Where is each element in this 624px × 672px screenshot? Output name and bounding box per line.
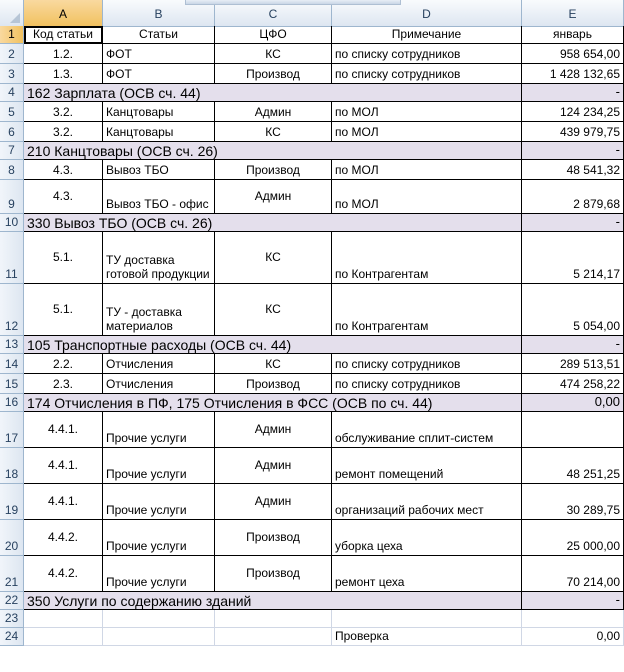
summary-note-cell[interactable] (332, 142, 522, 160)
table-row (0, 628, 624, 646)
table-row (0, 412, 624, 448)
item-cell[interactable]: ФОТ (103, 44, 215, 64)
row-header[interactable]: 13 (0, 336, 24, 354)
note-cell[interactable]: по списку сотрудников (332, 44, 522, 64)
january-value-cell[interactable]: 25 000,00 (522, 520, 624, 556)
note-cell[interactable]: по списку сотрудников (332, 64, 522, 84)
table-row (0, 160, 624, 180)
code-cell[interactable]: 4.3. (24, 180, 103, 214)
row-header[interactable]: 16 (0, 394, 24, 412)
empty-cell[interactable] (103, 610, 215, 628)
summary-row (0, 142, 624, 160)
item-cell[interactable]: Отчисления (103, 354, 215, 374)
item-cell[interactable]: Отчисления (103, 374, 215, 394)
january-value-cell[interactable]: 5 054,00 (522, 284, 624, 336)
january-value-cell[interactable]: 30 289,75 (522, 484, 624, 520)
row-header[interactable]: 11 (0, 232, 24, 284)
row-header[interactable]: 18 (0, 448, 24, 484)
header-cell-c[interactable]: ЦФО (215, 26, 332, 44)
item-cell[interactable]: Канцтовары (103, 122, 215, 142)
row-header[interactable]: 23 (0, 610, 24, 628)
summary-note-cell[interactable] (332, 592, 522, 610)
summary-label: 162 Зарплата (ОСВ сч. 44) (27, 85, 201, 101)
cfo-cell[interactable]: КС (215, 354, 332, 374)
note-cell[interactable]: по Контрагентам (332, 284, 522, 336)
table-row (0, 64, 624, 84)
cfo-cell[interactable]: КС (215, 284, 332, 336)
summary-label: 105 Транспортные расходы (ОСВ сч. 44) (27, 337, 292, 353)
cfo-cell[interactable]: Производ (215, 520, 332, 556)
table-row (0, 556, 624, 592)
code-cell[interactable]: 5.1. (24, 232, 103, 284)
summary-note-cell[interactable] (332, 336, 522, 354)
note-cell[interactable]: ремонт помещений (332, 448, 522, 484)
row-header[interactable]: 1 (0, 26, 24, 44)
empty-cell[interactable] (103, 628, 215, 646)
cfo-cell[interactable]: Админ (215, 484, 332, 520)
empty-cell[interactable] (215, 610, 332, 628)
code-cell[interactable]: 5.1. (24, 284, 103, 336)
summary-value-cell[interactable]: - (522, 214, 624, 232)
summary-value-cell[interactable]: - (522, 142, 624, 160)
january-value-cell[interactable]: 474 258,22 (522, 374, 624, 394)
row-header[interactable]: 22 (0, 592, 24, 610)
row-header[interactable]: 15 (0, 374, 24, 394)
code-cell[interactable]: 3.2. (24, 122, 103, 142)
table-row (0, 180, 624, 214)
cfo-cell[interactable]: Админ (215, 180, 332, 214)
summary-label: 330 Вывоз ТБО (ОСВ сч. 26) (27, 215, 213, 231)
item-cell[interactable]: ФОТ (103, 64, 215, 84)
summary-note-cell[interactable] (332, 214, 522, 232)
cfo-cell[interactable]: Производ (215, 556, 332, 592)
empty-cell[interactable] (332, 610, 522, 628)
code-cell[interactable]: 2.3. (24, 374, 103, 394)
header-cell-d[interactable]: Примечание (332, 26, 522, 44)
column-header-c[interactable]: C (215, 0, 332, 26)
row-header[interactable]: 3 (0, 64, 24, 84)
header-cell-a[interactable]: Код статьи (24, 26, 103, 44)
january-value-cell[interactable]: 1 428 132,65 (522, 64, 624, 84)
january-value-cell[interactable]: 70 214,00 (522, 556, 624, 592)
item-cell[interactable]: ТУ доставка готовой продукции (103, 232, 215, 284)
item-cell[interactable]: Вывоз ТБО (103, 160, 215, 180)
code-cell[interactable]: 1.2. (24, 44, 103, 64)
empty-cell[interactable] (24, 610, 103, 628)
row-header[interactable]: 4 (0, 84, 24, 102)
january-value-cell[interactable]: 439 979,75 (522, 122, 624, 142)
item-cell[interactable]: Прочие услуги (103, 484, 215, 520)
row-header[interactable]: 9 (0, 180, 24, 214)
check-label[interactable]: Проверка (332, 628, 522, 646)
note-cell[interactable]: организаций рабочих мест (332, 484, 522, 520)
cfo-cell[interactable]: КС (215, 44, 332, 64)
item-cell[interactable]: Канцтовары (103, 102, 215, 122)
summary-value-cell[interactable]: - (522, 592, 624, 610)
summary-note-cell[interactable] (332, 84, 522, 102)
january-value-cell[interactable]: 289 513,51 (522, 354, 624, 374)
summary-value-cell[interactable]: - (522, 336, 624, 354)
code-cell[interactable]: 3.2. (24, 102, 103, 122)
table-row (0, 484, 624, 520)
header-cell-e[interactable]: январь (522, 26, 624, 44)
row-header[interactable]: 7 (0, 142, 24, 160)
note-cell[interactable]: по МОЛ (332, 102, 522, 122)
item-cell[interactable]: Прочие услуги (103, 412, 215, 448)
summary-row (0, 214, 624, 232)
item-cell[interactable]: Прочие услуги (103, 556, 215, 592)
item-cell[interactable]: Вывоз ТБО - офис (103, 180, 215, 214)
note-cell[interactable]: обслуживание сплит-систем (332, 412, 522, 448)
table-row (0, 374, 624, 394)
code-cell[interactable]: 4.4.1. (24, 448, 103, 484)
note-cell[interactable]: уборка цеха (332, 520, 522, 556)
summary-label: 350 Услуги по содержанию зданий (27, 593, 252, 609)
january-value-cell[interactable]: 124 234,25 (522, 102, 624, 122)
summary-label: 210 Канцтовары (ОСВ сч. 26) (27, 143, 218, 159)
code-cell[interactable]: 1.3. (24, 64, 103, 84)
row-header[interactable]: 2 (0, 44, 24, 64)
header-cell-b[interactable]: Статьи (103, 26, 215, 44)
table-row (0, 102, 624, 122)
cfo-cell[interactable]: Админ (215, 448, 332, 484)
column-header-e[interactable]: E (522, 0, 624, 26)
column-header-b[interactable]: B (103, 0, 215, 26)
summary-row (0, 336, 624, 354)
row-header[interactable]: 5 (0, 102, 24, 122)
cfo-cell[interactable]: Админ (215, 412, 332, 448)
cfo-cell[interactable]: Производ (215, 64, 332, 84)
note-cell[interactable]: по Контрагентам (332, 232, 522, 284)
january-value-cell[interactable] (522, 412, 624, 448)
summary-row (0, 592, 624, 610)
summary-row (0, 394, 624, 412)
summary-row (0, 84, 624, 102)
january-value-cell[interactable]: 48 251,25 (522, 448, 624, 484)
table-row (0, 284, 624, 336)
cfo-cell[interactable]: КС (215, 232, 332, 284)
summary-value-cell[interactable]: - (522, 84, 624, 102)
row-header[interactable]: 17 (0, 412, 24, 448)
select-all-corner[interactable] (0, 0, 24, 26)
empty-cell[interactable] (522, 610, 624, 628)
code-cell[interactable]: 4.4.2. (24, 556, 103, 592)
january-value-cell[interactable]: 5 214,17 (522, 232, 624, 284)
january-value-cell[interactable]: 2 879,68 (522, 180, 624, 214)
note-cell[interactable]: ремонт цеха (332, 556, 522, 592)
code-cell[interactable]: 4.4.1. (24, 412, 103, 448)
cfo-cell[interactable]: Производ (215, 374, 332, 394)
cfo-cell[interactable]: Производ (215, 160, 332, 180)
table-row (0, 610, 624, 628)
table-row (0, 520, 624, 556)
note-cell[interactable]: по списку сотрудников (332, 354, 522, 374)
item-cell[interactable]: Прочие услуги (103, 520, 215, 556)
horizontal-scrollbar[interactable] (185, 0, 401, 5)
january-value-cell[interactable]: 48 541,32 (522, 160, 624, 180)
note-cell[interactable]: по списку сотрудников (332, 374, 522, 394)
cfo-cell[interactable]: Админ (215, 102, 332, 122)
table-row (0, 122, 624, 142)
row-header[interactable]: 19 (0, 484, 24, 520)
column-header-a[interactable]: A (24, 0, 103, 26)
row-header[interactable]: 12 (0, 284, 24, 336)
row-header[interactable]: 14 (0, 354, 24, 374)
note-cell[interactable]: по МОЛ (332, 160, 522, 180)
summary-label: 174 Отчисления в ПФ, 175 Отчисления в ФСС (ОСВ по сч. 44) (27, 395, 433, 411)
item-cell[interactable]: ТУ - доставка материалов (103, 284, 215, 336)
row-header[interactable]: 24 (0, 628, 24, 646)
table-row (0, 44, 624, 64)
check-value[interactable]: 0,00 (522, 628, 624, 646)
row-header[interactable]: 21 (0, 556, 24, 592)
column-header-d[interactable]: D (332, 0, 522, 26)
row-header[interactable]: 10 (0, 214, 24, 232)
item-cell[interactable]: Прочие услуги (103, 448, 215, 484)
row-header[interactable]: 8 (0, 160, 24, 180)
row-header[interactable]: 6 (0, 122, 24, 142)
table-row (0, 354, 624, 374)
summary-value-cell[interactable]: 0,00 (522, 394, 624, 412)
empty-cell[interactable] (24, 628, 103, 646)
code-cell[interactable]: 2.2. (24, 354, 103, 374)
empty-cell[interactable] (215, 628, 332, 646)
note-cell[interactable]: по МОЛ (332, 122, 522, 142)
code-cell[interactable]: 4.3. (24, 160, 103, 180)
table-row (0, 232, 624, 284)
table-header-row (0, 26, 624, 44)
note-cell[interactable]: по МОЛ (332, 180, 522, 214)
table-row (0, 448, 624, 484)
january-value-cell[interactable]: 958 654,00 (522, 44, 624, 64)
code-cell[interactable]: 4.4.1. (24, 484, 103, 520)
row-header[interactable]: 20 (0, 520, 24, 556)
code-cell[interactable]: 4.4.2. (24, 520, 103, 556)
cfo-cell[interactable]: КС (215, 122, 332, 142)
